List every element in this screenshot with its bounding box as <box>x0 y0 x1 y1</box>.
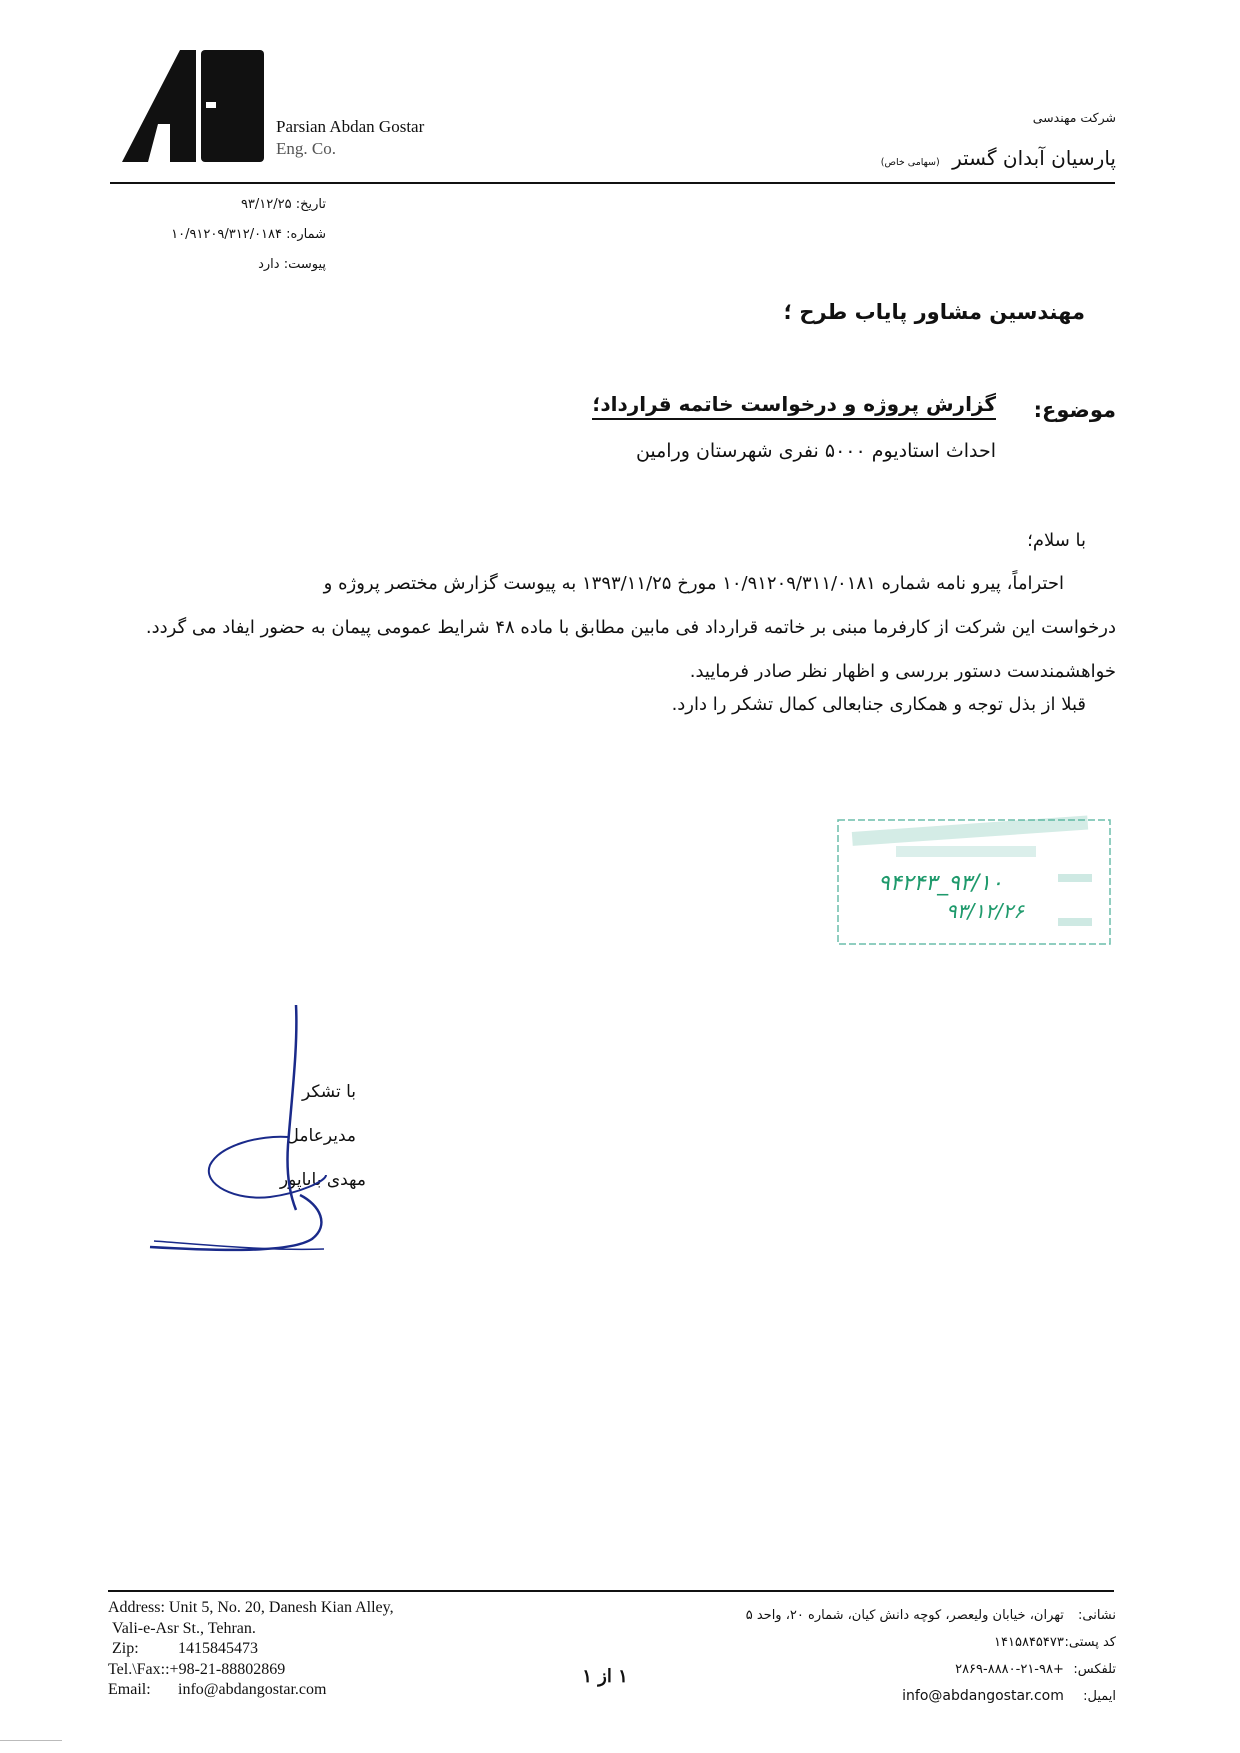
handwritten-signature <box>140 1005 370 1260</box>
footer-email-fa <box>576 1683 1116 1710</box>
company-name-fa-text: پارسیان آبدان گستر <box>952 146 1116 170</box>
closing-line: قبلا از بذل توجه و همکاری جنابعالی کمال تشکر را دارد. <box>671 694 1086 715</box>
received-stamp <box>836 814 1114 950</box>
footer-divider <box>108 1590 1114 1592</box>
address-line1-en: Unit 5, No. 20, Danesh Kian Alley, <box>168 1599 394 1616</box>
company-type-suffix: (سهامی خاص) <box>880 157 940 168</box>
number-value: ۱۰/۹۱۲۰۹/۳۱۲/۰۱۸۴ <box>171 227 283 242</box>
email-label-en: Email: <box>108 1681 151 1698</box>
email-value-en: info@abdangostar.com <box>178 1681 327 1698</box>
footer-email-en <box>108 1680 394 1701</box>
date-label: تاریخ: <box>295 197 326 212</box>
zip-value-en: 1415845473 <box>178 1640 258 1657</box>
greeting: با سلام؛ <box>1027 530 1086 551</box>
attachment-label: پیوست: <box>283 257 326 272</box>
footer-contact-en <box>108 1598 394 1701</box>
company-name-en-line2: Eng. Co. <box>276 139 336 158</box>
company-name-en <box>276 116 424 160</box>
email-label-fa: ایمیل: <box>1083 1689 1116 1704</box>
body-rest: درخواست این شرکت از کارفرما مبنی بر خاتمه قرارداد فی مابین مطابق با ماده ۴۸ شرایط عمومی پیمان به حضور ایفاد می گردد. خواهشمندست دستور بررسی و اظهار نظر صادر فرمایید. <box>145 617 1116 682</box>
company-name-en-line1: Parsian Abdan Gostar <box>276 117 425 136</box>
meta-attachment <box>112 250 326 280</box>
meta-number <box>112 220 326 250</box>
stamp-handwritten-date: ۹۳/۱۲/۲۶ <box>946 899 1024 923</box>
footer-tel-fa <box>576 1656 1116 1683</box>
company-logo <box>122 50 264 162</box>
subject-title: گزارش پروژه و درخواست خاتمه قرارداد؛ <box>592 392 996 420</box>
tel-label-fa: تلفکس: <box>1073 1662 1116 1677</box>
footer-zip-en <box>108 1639 394 1660</box>
number-label: شماره: <box>286 227 326 242</box>
zip-label-en: Zip: <box>112 1640 139 1657</box>
email-value-fa: info@abdangostar.com <box>902 1688 1064 1704</box>
company-name-fa <box>881 146 1116 170</box>
address-label-fa: نشانی: <box>1077 1608 1116 1623</box>
header-divider <box>110 182 1115 184</box>
date-value: ۹۳/۱۲/۲۵ <box>240 197 292 212</box>
stamp-handwritten-number: ۹۴۲۴۳_۹۳/۱۰ <box>878 871 1003 896</box>
signature-thanks: با تشکر <box>302 1082 356 1102</box>
meta-date <box>112 190 326 220</box>
address-value-fa: تهران، خیابان ولیعصر، کوچه دانش کیان، شماره ۲۰، واحد ۵ <box>745 1608 1064 1623</box>
attachment-value: دارد <box>258 257 280 272</box>
subject-label: موضوع: <box>1033 398 1116 422</box>
scan-edge-mark <box>0 1740 62 1741</box>
zip-value-fa: ۱۴۱۵۸۴۵۴۷۳ <box>994 1635 1064 1650</box>
footer-address-fa <box>576 1602 1116 1629</box>
letter-meta <box>112 190 326 280</box>
address-line2-en: Vali-e-Asr St., Tehran. <box>112 1619 256 1637</box>
footer-zip-fa <box>576 1629 1116 1656</box>
page-number: ۱ از ۱ <box>582 1666 628 1687</box>
footer-address-en <box>108 1598 394 1619</box>
subject-project: احداث استادیوم ۵۰۰۰ نفری شهرستان ورامین <box>635 440 996 462</box>
zip-label-fa: کد پستی: <box>1064 1635 1116 1650</box>
tel-fax-en: Tel.\Fax::+98-21-88802869 <box>108 1660 286 1678</box>
signature-name: مهدی باباپور <box>279 1170 366 1190</box>
signature-title: مدیرعامل <box>286 1126 356 1146</box>
recipient: مهندسین مشاور پایاب طرح ؛ <box>783 300 1085 324</box>
tel-value-fa: ۲۸۶۹-۸۸۸۰-۲۱-۹۸+ <box>955 1662 1064 1677</box>
footer-contact-fa <box>576 1602 1116 1710</box>
body-paragraph <box>110 562 1116 694</box>
company-kind-fa: شرکت مهندسی <box>1032 110 1116 125</box>
body-line-1: احتراماً، پیرو نامه شماره ۱۰/۹۱۲۰۹/۳۱۱/۰۱۸۱ مورخ ۱۳۹۳/۱۱/۲۵ به پیوست گزارش مختصر پروژه و <box>323 573 1064 594</box>
address-label-en: Address: <box>108 1599 165 1616</box>
